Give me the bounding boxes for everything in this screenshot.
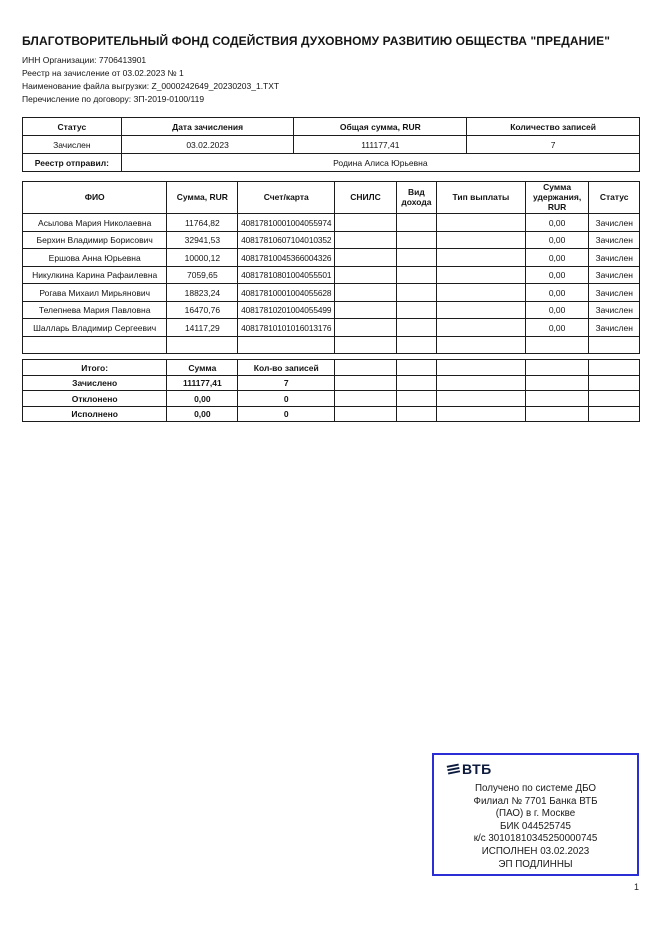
account-cell: 40817810801004055501 xyxy=(238,266,335,284)
page-number: 1 xyxy=(633,882,639,892)
totals-header-row xyxy=(23,360,640,376)
table-row xyxy=(23,301,640,319)
totals-label: Итого: xyxy=(23,360,167,376)
page-title: БЛАГОТВОРИТЕЛЬНЫЙ ФОНД СОДЕЙСТВИЯ ДУХОВНОМУ РАЗВИТИЮ ОБЩЕСТВА "ПРЕДАНИЕ" xyxy=(22,34,611,48)
status-header-count: Количество записей xyxy=(467,118,640,136)
income-cell xyxy=(396,301,436,319)
header-status: Статус xyxy=(589,182,640,214)
date-value: 03.02.2023 xyxy=(121,136,294,154)
payout-cell xyxy=(436,249,525,267)
total-sum-value: 111177,41 xyxy=(294,136,467,154)
credited-label: Зачислено xyxy=(23,375,167,391)
snils-cell xyxy=(335,319,397,337)
payout-cell xyxy=(436,266,525,284)
export-file-line: Наименование файла выгрузки: Z_0000242649_20230203_1.TXT xyxy=(22,81,280,91)
table-row xyxy=(23,266,640,284)
header-payout-type: Тип выплаты xyxy=(436,182,525,214)
credited-count: 7 xyxy=(238,375,335,391)
executed-label: Исполнено xyxy=(23,406,167,422)
status-header-status: Статус xyxy=(23,118,122,136)
withhold-cell: 0,00 xyxy=(525,319,589,337)
empty-spacer-row xyxy=(23,336,640,354)
snils-cell xyxy=(335,214,397,232)
snils-cell xyxy=(335,266,397,284)
snils-cell xyxy=(335,301,397,319)
income-cell xyxy=(396,284,436,302)
header-income-type: Вид дохода xyxy=(396,182,436,214)
stamp-text-block xyxy=(440,783,631,871)
stamp-line-branch: Филиал № 7701 Банка ВТБ xyxy=(473,795,598,807)
account-cell: 40817810001004055628 xyxy=(238,284,335,302)
account-cell: 40817810101016013176 xyxy=(238,319,335,337)
org-inn-line: ИНН Организации: 7706413901 xyxy=(22,55,147,65)
totals-count-header: Кол-во записей xyxy=(238,360,335,376)
payout-cell xyxy=(436,284,525,302)
executed-count: 0 xyxy=(238,406,335,422)
status-header-row xyxy=(23,118,640,136)
rejected-sum: 0,00 xyxy=(167,391,238,407)
fio-cell: Шалларь Владимир Сергеевич xyxy=(23,319,167,337)
sum-cell: 18823,24 xyxy=(167,284,238,302)
status-table xyxy=(22,117,640,172)
income-cell xyxy=(396,214,436,232)
record-count-value: 7 xyxy=(467,136,640,154)
fio-cell: Берхин Владимир Борисович xyxy=(23,231,167,249)
header-fio: ФИО xyxy=(23,182,167,214)
withhold-cell: 0,00 xyxy=(525,231,589,249)
vtb-logo xyxy=(446,762,631,780)
table-row xyxy=(23,231,640,249)
table-row xyxy=(23,214,640,232)
payout-cell xyxy=(436,214,525,232)
bank-stamp xyxy=(432,753,639,876)
totals-table xyxy=(22,359,640,422)
stamp-line-city: (ПАО) в г. Москве xyxy=(495,808,576,820)
status-header-date: Дата зачисления xyxy=(121,118,294,136)
sender-value: Родина Алиса Юрьевна xyxy=(121,154,639,172)
account-cell: 40817810045366004326 xyxy=(238,249,335,267)
snils-cell xyxy=(335,249,397,267)
status-cell: Зачислен xyxy=(589,301,640,319)
payout-cell xyxy=(436,301,525,319)
fio-cell: Никулкина Карина Рафаилевна xyxy=(23,266,167,284)
totals-row-executed xyxy=(23,406,640,422)
status-value-row xyxy=(23,136,640,154)
status-cell: Зачислен xyxy=(589,319,640,337)
vtb-wing-icon xyxy=(446,763,462,781)
table-row xyxy=(23,249,640,267)
account-cell: 40817810001004055974 xyxy=(238,214,335,232)
credited-sum: 111177,41 xyxy=(167,375,238,391)
stamp-line-corr-account: к/с 30101810345250000745 xyxy=(473,833,598,845)
stamp-line-executed: ИСПОЛНЕН 03.02.2023 xyxy=(481,845,590,857)
sum-cell: 32941,53 xyxy=(167,231,238,249)
payout-cell xyxy=(436,319,525,337)
income-cell xyxy=(396,249,436,267)
rejected-count: 0 xyxy=(238,391,335,407)
stamp-line-received: Получено по системе ДБО xyxy=(474,783,597,794)
contract-line: Перечисление по договору: ЗП-2019-0100/119 xyxy=(22,94,205,104)
stamp-line-signature: ЭП ПОДЛИННЫ xyxy=(498,858,573,870)
stamp-line-bik: БИК 044525745 xyxy=(500,820,571,832)
withhold-cell: 0,00 xyxy=(525,284,589,302)
header-snils: СНИЛС xyxy=(335,182,397,214)
income-cell xyxy=(396,266,436,284)
withhold-cell: 0,00 xyxy=(525,301,589,319)
vtb-logo-text: ВТБ xyxy=(462,761,492,777)
withhold-cell: 0,00 xyxy=(525,266,589,284)
payout-cell xyxy=(436,231,525,249)
status-cell: Зачислен xyxy=(589,214,640,232)
fio-cell: Рогава Михаил Мирьянович xyxy=(23,284,167,302)
withhold-cell: 0,00 xyxy=(525,214,589,232)
sum-cell: 7059,65 xyxy=(167,266,238,284)
totals-row-rejected xyxy=(23,391,640,407)
sender-row xyxy=(23,154,640,172)
table-row xyxy=(23,319,640,337)
income-cell xyxy=(396,319,436,337)
rejected-label: Отклонено xyxy=(23,391,167,407)
income-cell xyxy=(396,231,436,249)
withhold-cell: 0,00 xyxy=(525,249,589,267)
status-header-total: Общая сумма, RUR xyxy=(294,118,467,136)
executed-sum: 0,00 xyxy=(167,406,238,422)
snils-cell xyxy=(335,231,397,249)
fio-cell: Асылова Мария Николаевна xyxy=(23,214,167,232)
register-header-row xyxy=(23,182,640,214)
totals-sum-header: Сумма xyxy=(167,360,238,376)
sender-label: Реестр отправил: xyxy=(23,154,122,172)
status-cell: Зачислен xyxy=(589,266,640,284)
totals-row-credited xyxy=(23,375,640,391)
status-cell: Зачислен xyxy=(589,231,640,249)
header-withhold-sum: Сумма удержания, RUR xyxy=(525,182,589,214)
sum-cell: 10000,12 xyxy=(167,249,238,267)
snils-cell xyxy=(335,284,397,302)
register-table xyxy=(22,181,640,354)
sum-cell: 14117,29 xyxy=(167,319,238,337)
status-cell: Зачислен xyxy=(589,249,640,267)
status-value: Зачислен xyxy=(23,136,122,154)
account-cell: 40817810201004055499 xyxy=(238,301,335,319)
account-cell: 40817810607104010352 xyxy=(238,231,335,249)
header-account: Счет/карта xyxy=(238,182,335,214)
status-cell: Зачислен xyxy=(589,284,640,302)
header-sum: Сумма, RUR xyxy=(167,182,238,214)
table-row xyxy=(23,284,640,302)
sum-cell: 11764,82 xyxy=(167,214,238,232)
fio-cell: Телепнева Мария Павловна xyxy=(23,301,167,319)
fio-cell: Ершова Анна Юрьевна xyxy=(23,249,167,267)
register-date-line: Реестр на зачисление от 03.02.2023 № 1 xyxy=(22,68,184,78)
sum-cell: 16470,76 xyxy=(167,301,238,319)
